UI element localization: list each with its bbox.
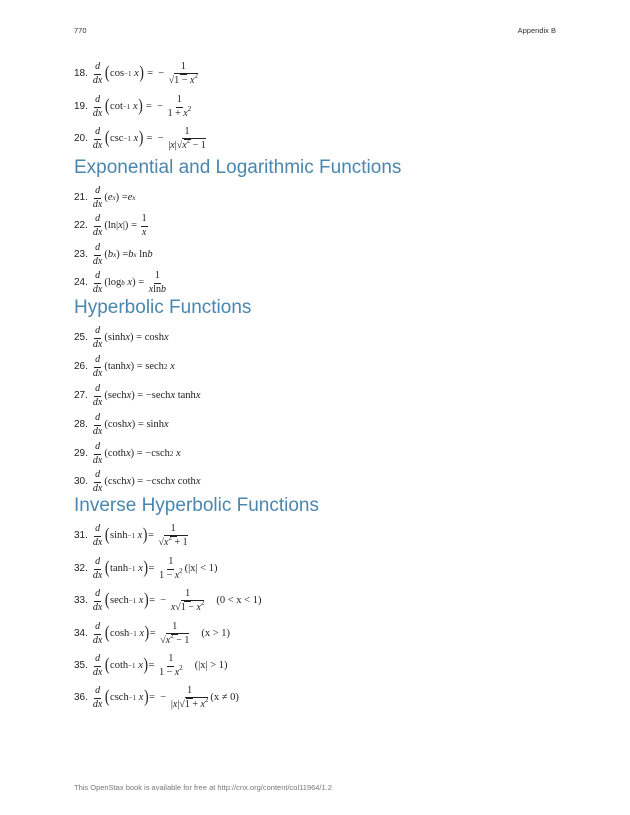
formula-35: 35. $\frac{d}{dx}$ ( coth −1 x ) = $\frac{1}{1 - x^2}$ (|x| > 1) bbox=[74, 653, 228, 678]
formula-number: 36. bbox=[74, 692, 88, 703]
formula-number: 18. bbox=[74, 68, 88, 79]
formula-number: 29. bbox=[74, 448, 88, 459]
formula-26: 26. $\frac{d}{dx}$ (tanh x ) = sech 2 x bbox=[74, 354, 175, 379]
formula-number: 26. bbox=[74, 361, 88, 372]
formula-21: 21. $\frac{d}{dx}$ ( e x ) = e x bbox=[74, 185, 136, 210]
formula-28: 28. $\frac{d}{dx}$ (cosh x ) = sinh x bbox=[74, 412, 169, 437]
condition: (x > 1) bbox=[201, 627, 231, 639]
page-number: 770 bbox=[74, 26, 87, 35]
formula-31: 31. $\frac{d}{dx}$ ( sinh −1 x ) = 1 √ $x^2 + 1$ bbox=[74, 524, 190, 548]
formula-number: 21. bbox=[74, 192, 88, 203]
formula-number: 27. bbox=[74, 390, 88, 401]
formula-27: 27. $\frac{d}{dx}$ (sech x ) = −sech x tanh x bbox=[74, 383, 201, 408]
section-heading-exp-log: Exponential and Logarithmic Functions bbox=[74, 157, 402, 178]
section-heading-inverse-hyperbolic: Inverse Hyperbolic Functions bbox=[74, 495, 319, 516]
condition: (|x| < 1) bbox=[184, 562, 218, 574]
formula-number: 28. bbox=[74, 419, 88, 430]
chapter-label: Appendix B bbox=[517, 26, 556, 35]
formula-number: 31. bbox=[74, 530, 88, 541]
formula-33: 33. $\frac{d}{dx}$ ( sech −1 x ) = − $\frac{1}{x√ 1 - x^2}$ (0 < x < 1) bbox=[74, 589, 261, 613]
formula-24: 24. $\frac{d}{dx}$ (log b x ) = $\frac{1}{xlnb}$ bbox=[74, 270, 166, 295]
formula-36: 36. $\frac{d}{dx}$ ( csch −1 x ) = − $\frac{1}{|x|√ 1 + x^2}$ (x ≠ 0) bbox=[74, 686, 239, 710]
formula-number: 34. bbox=[74, 628, 88, 639]
formula-number: 25. bbox=[74, 332, 88, 343]
formula-number: 24. bbox=[74, 277, 88, 288]
formula-23: 23. $\frac{d}{dx}$ ( b x ) = b x ln b bbox=[74, 242, 153, 267]
formula-number: 19. bbox=[74, 101, 88, 112]
formula-number: 20. bbox=[74, 133, 88, 144]
formula-19: 19. $\frac{d}{dx}$ ( cot −1 x ) = − $\frac{1}{1 + x^2}$ bbox=[74, 94, 192, 119]
formula-18: 18. $\frac{d}{dx}$ ( cos −1 x ) = − 1 √ $1 - x^2$ bbox=[74, 62, 200, 86]
formula-29: 29. $\frac{d}{dx}$ (coth x ) = −csch 2 x bbox=[74, 441, 181, 466]
formula-number: 23. bbox=[74, 249, 88, 260]
condition: (0 < x < 1) bbox=[216, 594, 262, 606]
condition: (x ≠ 0) bbox=[210, 691, 239, 703]
formula-number: 32. bbox=[74, 563, 88, 574]
formula-number: 30. bbox=[74, 476, 88, 487]
formula-25: 25. $\frac{d}{dx}$ (sinh x ) = cosh x bbox=[74, 325, 169, 350]
footer-text: This OpenStax book is available for free at http://cnx.org/content/col11964/1.2 bbox=[74, 783, 332, 792]
formula-number: 22. bbox=[74, 220, 88, 231]
condition: (|x| > 1) bbox=[194, 659, 228, 671]
section-heading-hyperbolic: Hyperbolic Functions bbox=[74, 297, 252, 318]
formula-30: 30. $\frac{d}{dx}$ (csch x ) = −csch x coth x bbox=[74, 469, 201, 494]
formula-22: 22. $\frac{d}{dx}$ (ln| x |) = $\frac{1}{x}$ bbox=[74, 213, 147, 238]
formula-number: 35. bbox=[74, 660, 88, 671]
formula-34: 34. $\frac{d}{dx}$ ( cosh −1 x ) = 1 √ $x^2 - 1$ (x > 1) bbox=[74, 622, 230, 646]
formula-32: 32. $\frac{d}{dx}$ ( tanh −1 x ) = $\frac{1}{1 - x^2}$ (|x| < 1) bbox=[74, 556, 218, 581]
formula-number: 33. bbox=[74, 595, 88, 606]
formula-20: 20. $\frac{d}{dx}$ ( csc −1 x ) = − $\frac{1}{|x|√ x^2 - 1}$ bbox=[74, 127, 208, 151]
